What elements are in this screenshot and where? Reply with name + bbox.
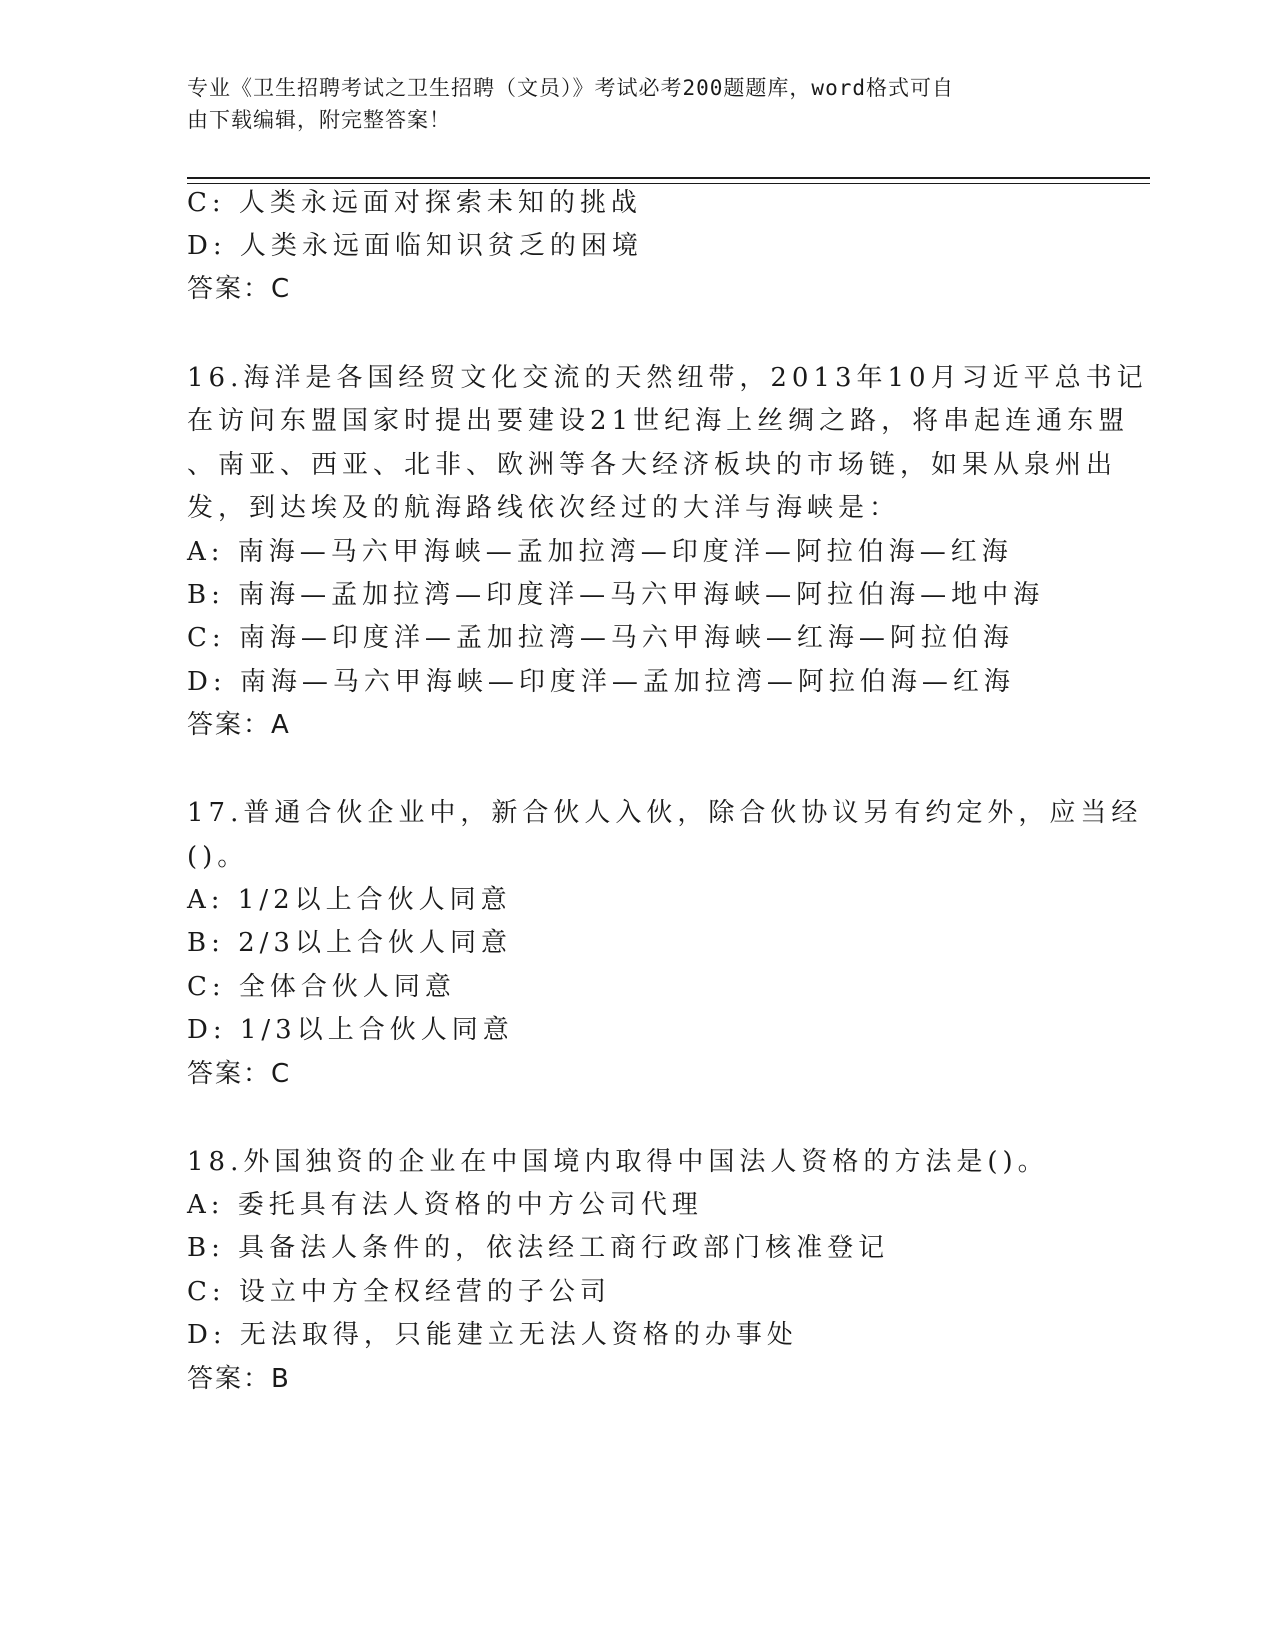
q16-stem-line-2: 在访问东盟国家时提出要建设21世纪海上丝绸之路，将串起连通东盟 [187,406,1130,436]
q17-option-a: A: 1/2以上合伙人同意 [187,885,512,915]
q17-stem-line-1: 17.普通合伙企业中，新合伙人入伙，除合伙协议另有约定外，应当经 [187,798,1143,828]
q18-option-d: D: 无法取得，只能建立无法人资格的办事处 [187,1320,798,1350]
header-divider-thick [187,177,1150,179]
q17-answer: 答案：C [187,1059,292,1089]
q18-option-b: B: 具备法人条件的，依法经工商行政部门核准登记 [187,1233,890,1263]
q15-option-c: C: 人类永远面对探索未知的挑战 [187,188,642,218]
q17-option-c: C: 全体合伙人同意 [187,972,456,1002]
header-line-2: 由下载编辑，附完整答案！ [187,108,451,132]
q18-answer: 答案：B [187,1364,291,1394]
q16-stem-line-1: 16.海洋是各国经贸文化交流的天然纽带，2013年10月习近平总书记 [187,363,1148,393]
q18-stem-line-1: 18.外国独资的企业在中国境内取得中国法人资格的方法是()。 [187,1147,1049,1177]
q16-stem-line-4: 发，到达埃及的航海路线依次经过的大洋与海峡是： [187,493,901,523]
header-line-1: 专业《卫生招聘考试之卫生招聘（文员）》考试必考200题题库，word格式可自 [187,76,954,100]
q16-option-d: D: 南海—马六甲海峡—印度洋—孟加拉湾—阿拉伯海—红海 [187,667,1015,697]
q15-answer: 答案：C [187,274,292,304]
q18-option-a: A: 委托具有法人资格的中方公司代理 [187,1190,703,1220]
document-header [187,72,1067,136]
q16-stem-line-3: 、南亚、西亚、北非、欧洲等各大经济板块的市场链，如果从泉州出 [187,450,1118,480]
q16-option-b: B: 南海—孟加拉湾—印度洋—马六甲海峡—阿拉伯海—地中海 [187,580,1045,610]
header-divider-thin [187,183,1150,184]
q16-option-c: C: 南海—印度洋—孟加拉湾—马六甲海峡—红海—阿拉伯海 [187,623,1014,653]
q16-answer: 答案：A [187,710,291,740]
q18-option-c: C: 设立中方全权经营的子公司 [187,1277,611,1307]
q16-option-a: A: 南海—马六甲海峡—孟加拉湾—印度洋—阿拉伯海—红海 [187,537,1013,567]
q17-option-d: D: 1/3以上合伙人同意 [187,1015,514,1045]
q17-stem-line-2: ()。 [187,842,249,872]
q17-option-b: B: 2/3以上合伙人同意 [187,928,512,958]
q15-option-d: D: 人类永远面临知识贫乏的困境 [187,231,643,261]
